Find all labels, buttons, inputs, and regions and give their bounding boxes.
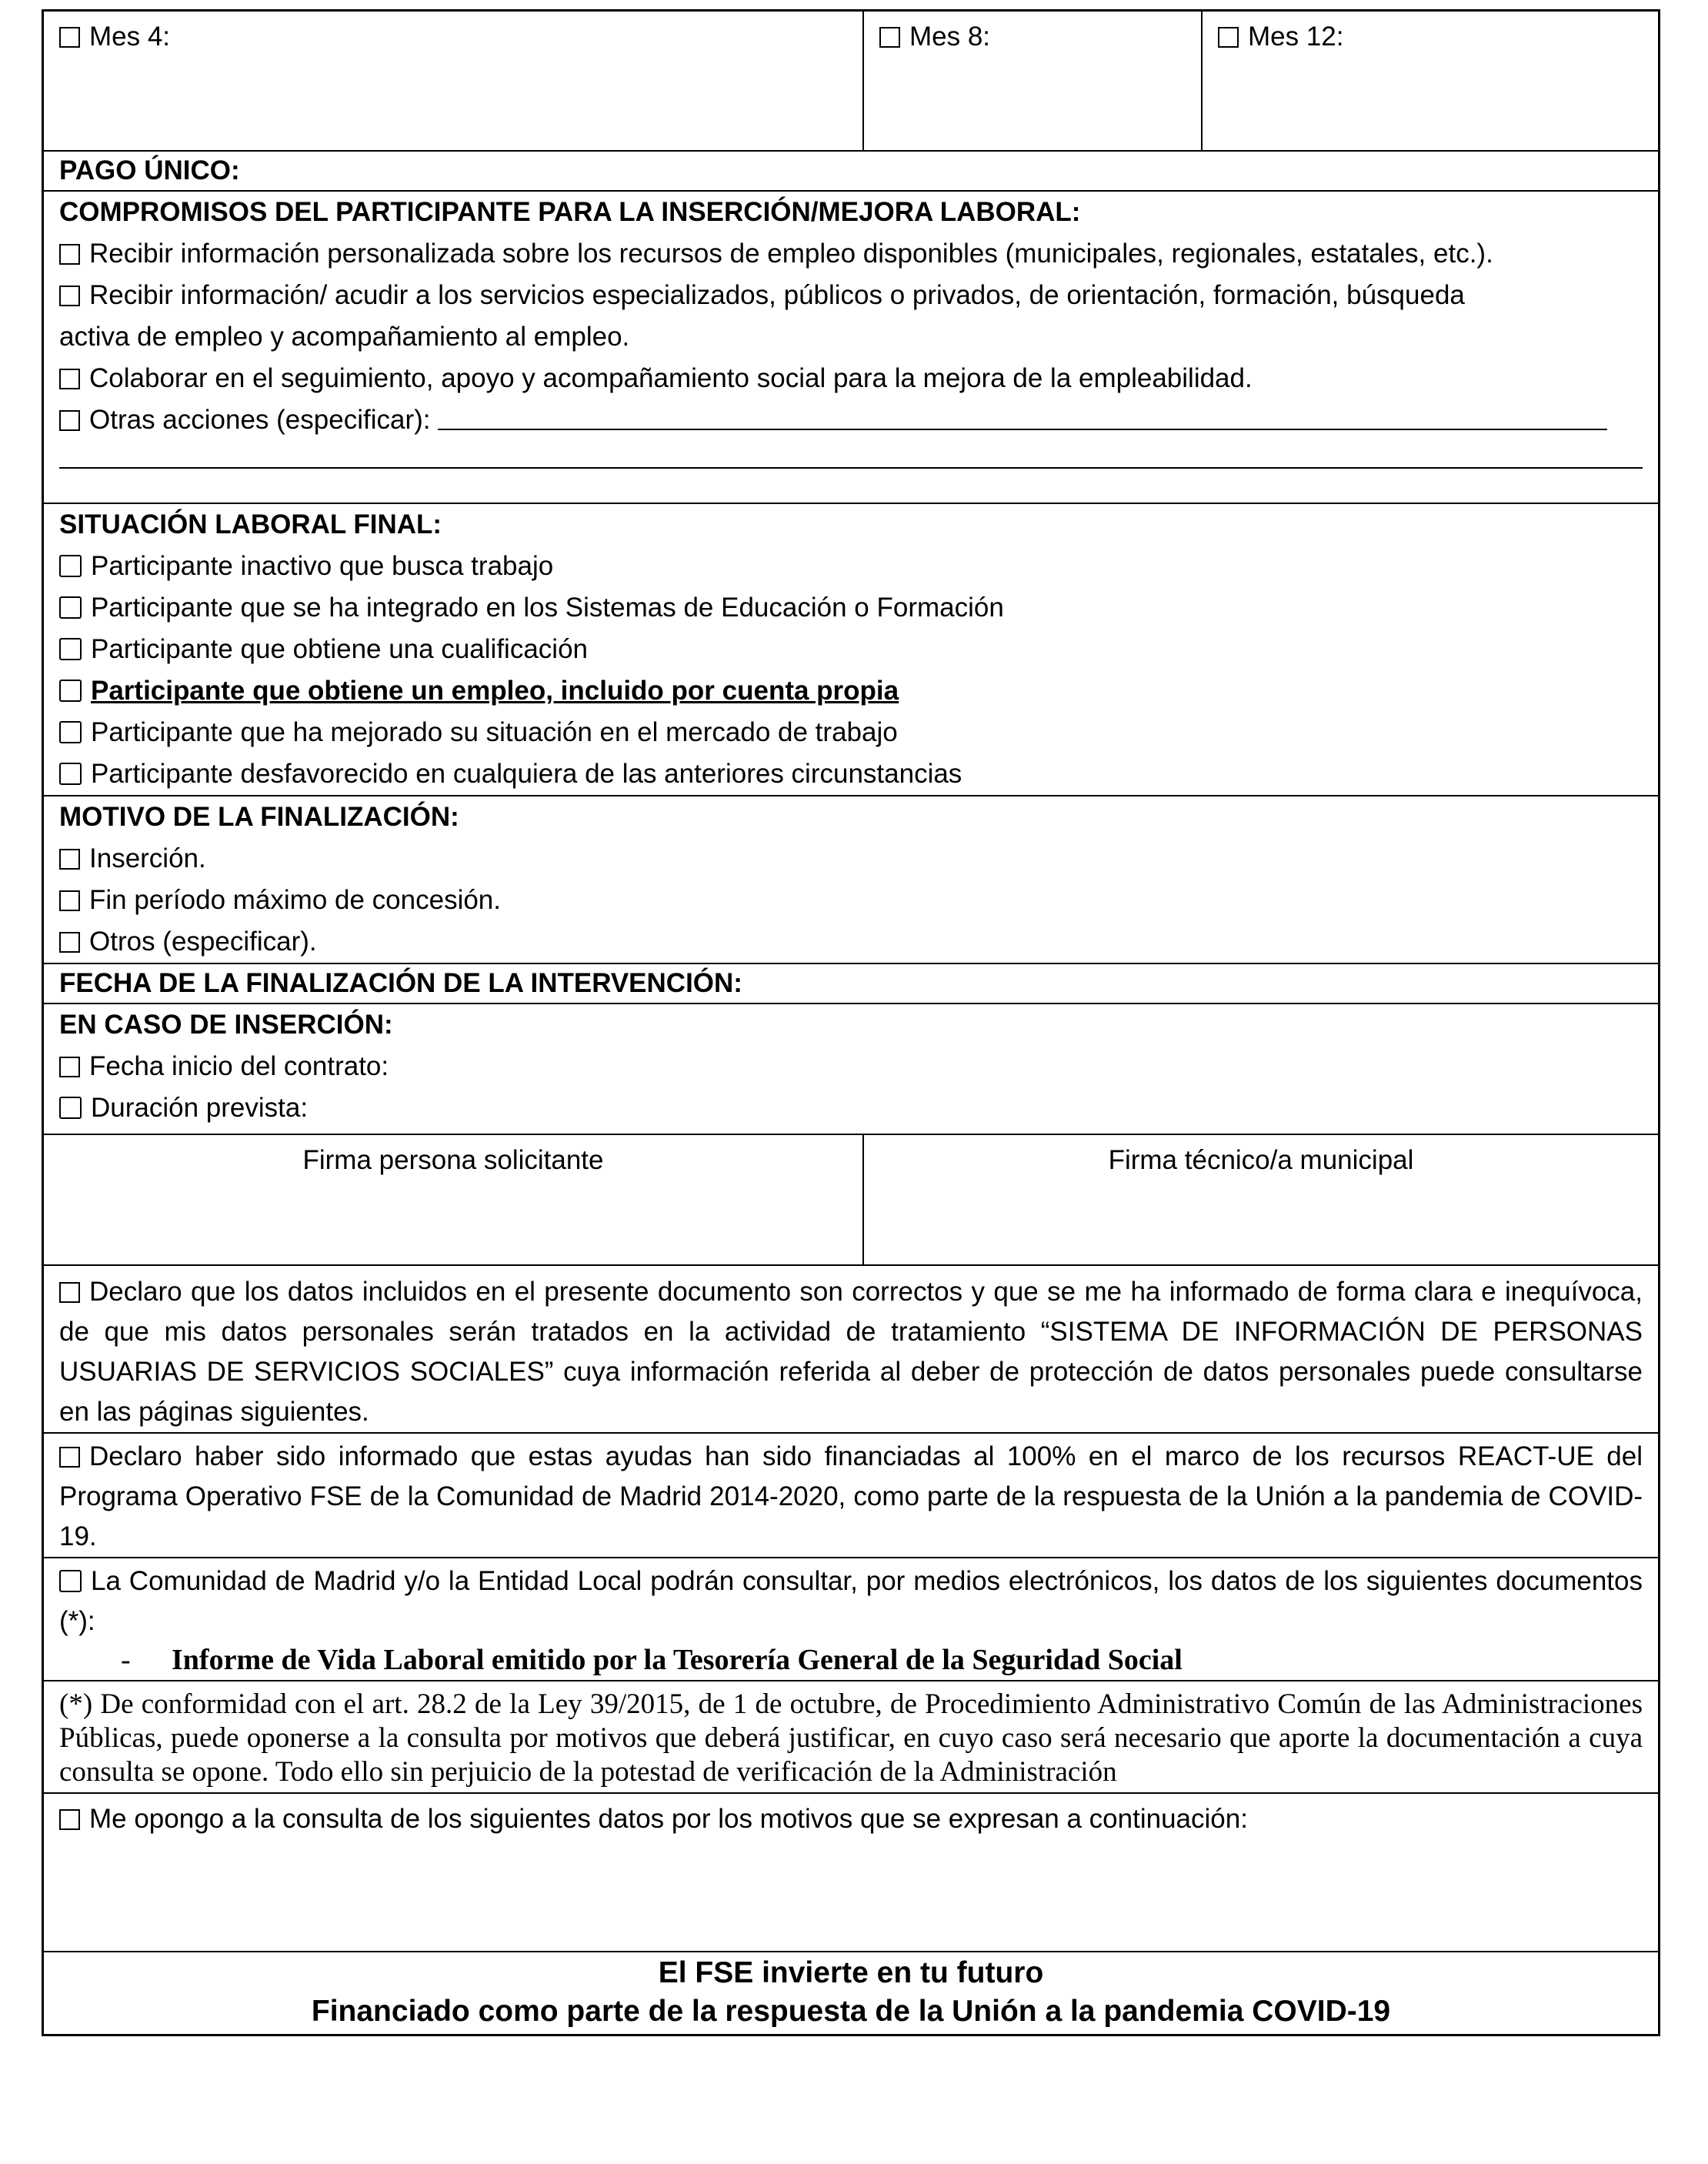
compromiso-item-4 bbox=[59, 399, 1643, 441]
form-page bbox=[42, 9, 1660, 2036]
situacion-4-text: Participante que obtiene un empleo, incluido por cuenta propia bbox=[91, 676, 899, 706]
situacion-2-text: Participante que se ha integrado en los Sistemas de Educación o Formación bbox=[91, 593, 1004, 623]
situacion-5-checkbox[interactable] bbox=[59, 721, 82, 743]
compromiso-2-text: Recibir información/ acudir a los servicios especializados, públicos o privados, de orientación, formación, búsqueda bbox=[89, 280, 1465, 310]
compromiso-2-checkbox[interactable] bbox=[59, 286, 80, 306]
motivo-item bbox=[59, 921, 1643, 963]
month-4-cell bbox=[44, 12, 864, 150]
situacion-6-text: Participante desfavorecido en cualquiera de las anteriores circunstancias bbox=[91, 759, 962, 789]
firma-tecnico-cell[interactable] bbox=[864, 1135, 1658, 1264]
month-4-checkbox[interactable] bbox=[59, 27, 80, 48]
situacion-item bbox=[59, 587, 1643, 629]
footer-row bbox=[44, 1951, 1658, 2034]
declaracion-financiacion-checkbox[interactable] bbox=[59, 1447, 80, 1468]
situacion-6-checkbox[interactable] bbox=[59, 763, 82, 785]
motivo-1-text: Inserción. bbox=[89, 843, 206, 873]
nota-text: (*) De conformidad con el art. 28.2 de la Ley 39/2015, de 1 de octubre, de Procedimiento Administrativo Común de las Administraciones Públicas, puede oponerse a la consulta por motivos que deberá justificar, en cuyo caso será necesario que aporte la documentación a cuya consulta se opone. Todo ello sin perjuicio de la potestad de verificación de la Administración bbox=[59, 1688, 1643, 1788]
oposicion-row bbox=[44, 1792, 1658, 1951]
situacion-item bbox=[59, 546, 1643, 587]
compromisos-section bbox=[44, 190, 1658, 503]
footer-line-2: Financiado como parte de la respuesta de la Unión a la pandemia COVID-19 bbox=[311, 1995, 1391, 2028]
situacion-3-text: Participante que obtiene una cualificación bbox=[91, 634, 588, 664]
situacion-item bbox=[59, 712, 1643, 753]
compromiso-3-checkbox[interactable] bbox=[59, 369, 80, 389]
firma-solicitante-label: Firma persona solicitante bbox=[302, 1145, 604, 1175]
duracion-item bbox=[59, 1087, 1643, 1129]
nota-row bbox=[44, 1680, 1658, 1792]
month-8-cell bbox=[864, 12, 1203, 150]
situacion-4-checkbox[interactable] bbox=[59, 680, 82, 702]
month-12-label: Mes 12: bbox=[1248, 22, 1344, 52]
motivo-3-text: Otros (especificar). bbox=[89, 927, 317, 957]
motivo-title: MOTIVO DE LA FINALIZACIÓN: bbox=[59, 802, 459, 832]
insercion-section bbox=[44, 1003, 1658, 1134]
consulta-text: La Comunidad de Madrid y/o la Entidad Local podrán consultar, por medios electrónicos, los datos de los siguientes documentos (*): bbox=[59, 1566, 1643, 1636]
pago-unico-label: PAGO ÚNICO: bbox=[59, 155, 240, 185]
duracion-text: Duración prevista: bbox=[91, 1093, 309, 1123]
month-4-label: Mes 4: bbox=[89, 22, 171, 52]
compromiso-1-text: Recibir información personalizada sobre los recursos de empleo disponibles (municipales, regionales, estatales, etc.). bbox=[89, 239, 1493, 269]
fecha-finalizacion-row bbox=[44, 963, 1658, 1003]
situacion-item bbox=[59, 629, 1643, 670]
firmas-row bbox=[44, 1134, 1658, 1264]
declaracion-financiacion-text: Declaro haber sido informado que estas ayudas han sido financiadas al 100% en el marco de los recursos REACT-UE del Programa Operativo FSE de la Comunidad de Madrid 2014-2020, como parte de la respuesta de la Unión a la pandemia de COVID-19. bbox=[59, 1441, 1643, 1551]
motivo-section bbox=[44, 795, 1658, 963]
declaracion-financiacion-row bbox=[44, 1432, 1658, 1557]
consulta-text-block bbox=[59, 1561, 1643, 1641]
fecha-finalizacion-label: FECHA DE LA FINALIZACIÓN DE LA INTERVENCIÓN: bbox=[59, 968, 742, 998]
consulta-document-text: Informe de Vida Laboral emitido por la Tesorería General de la Seguridad Social bbox=[172, 1644, 1183, 1676]
oposicion-checkbox[interactable] bbox=[59, 1809, 80, 1830]
motivo-3-checkbox[interactable] bbox=[59, 932, 80, 953]
duracion-checkbox[interactable] bbox=[59, 1097, 82, 1119]
month-8-checkbox[interactable] bbox=[879, 27, 900, 48]
month-12-cell bbox=[1203, 12, 1658, 150]
declaracion-datos-row bbox=[44, 1264, 1658, 1432]
firma-solicitante-cell[interactable] bbox=[44, 1135, 864, 1264]
footer-line-1: El FSE invierte en tu futuro bbox=[658, 1956, 1044, 1989]
motivo-1-checkbox[interactable] bbox=[59, 849, 80, 870]
compromiso-4-checkbox[interactable] bbox=[59, 410, 80, 431]
situacion-section bbox=[44, 503, 1658, 795]
motivo-2-text: Fin período máximo de concesión. bbox=[89, 885, 501, 915]
situacion-1-checkbox[interactable] bbox=[59, 555, 82, 577]
motivo-item bbox=[59, 880, 1643, 921]
insercion-title: EN CASO DE INSERCIÓN: bbox=[59, 1010, 393, 1040]
motivo-item bbox=[59, 838, 1643, 880]
pago-unico-row bbox=[44, 150, 1658, 190]
compromiso-item-1 bbox=[59, 233, 1643, 275]
situacion-3-checkbox[interactable] bbox=[59, 638, 82, 660]
compromiso-3-text: Colaborar en el seguimiento, apoyo y acompañamiento social para la mejora de la empleabilidad. bbox=[89, 363, 1253, 393]
situacion-item bbox=[59, 670, 1643, 712]
compromiso-item-3 bbox=[59, 358, 1643, 399]
oposicion-text: Me opongo a la consulta de los siguientes datos por los motivos que se expresan a continuación: bbox=[89, 1804, 1248, 1834]
declaracion-datos-text: Declaro que los datos incluidos en el presente documento son correctos y que se me ha informado de forma clara e inequívoca, de que mis datos personales serán tratados en la actividad de tratamiento “SISTEMA DE INFORMACIÓN DE PERSONAS USUARIAS DE SERVICIOS SOCIALES” cuya información referida al deber de protección de datos personales puede consultarse en las páginas siguientes. bbox=[59, 1277, 1643, 1427]
fecha-inicio-text: Fecha inicio del contrato: bbox=[89, 1051, 389, 1081]
fecha-inicio-checkbox[interactable] bbox=[59, 1057, 80, 1077]
consulta-row bbox=[44, 1557, 1658, 1680]
compromiso-item-2 bbox=[59, 275, 1643, 316]
situacion-5-text: Participante que ha mejorado su situación en el mercado de trabajo bbox=[91, 717, 898, 747]
otras-acciones-line-2[interactable] bbox=[59, 447, 1643, 469]
compromiso-1-checkbox[interactable] bbox=[59, 244, 80, 265]
situacion-item bbox=[59, 753, 1643, 795]
month-8-label: Mes 8: bbox=[909, 22, 991, 52]
compromisos-title: COMPROMISOS DEL PARTICIPANTE PARA LA INSERCIÓN/MEJORA LABORAL: bbox=[59, 197, 1081, 227]
otras-acciones-input[interactable] bbox=[438, 406, 1607, 430]
situacion-2-checkbox[interactable] bbox=[59, 596, 82, 619]
compromiso-item-2-cont: activa de empleo y acompañamiento al empleo. bbox=[59, 322, 630, 352]
fecha-inicio-item bbox=[59, 1046, 1643, 1087]
consulta-dash: - bbox=[121, 1644, 131, 1676]
months-row bbox=[44, 12, 1658, 150]
situacion-1-text: Participante inactivo que busca trabajo bbox=[91, 551, 554, 581]
month-12-checkbox[interactable] bbox=[1218, 27, 1239, 48]
consulta-checkbox[interactable] bbox=[59, 1570, 82, 1592]
situacion-title: SITUACIÓN LABORAL FINAL: bbox=[59, 509, 442, 539]
compromiso-4-text: Otras acciones (especificar): bbox=[89, 405, 431, 435]
firma-tecnico-label: Firma técnico/a municipal bbox=[1108, 1145, 1414, 1175]
consulta-document-item bbox=[59, 1641, 1643, 1678]
form-table bbox=[42, 9, 1660, 2036]
motivo-2-checkbox[interactable] bbox=[59, 890, 80, 911]
declaracion-datos-checkbox[interactable] bbox=[59, 1282, 80, 1303]
